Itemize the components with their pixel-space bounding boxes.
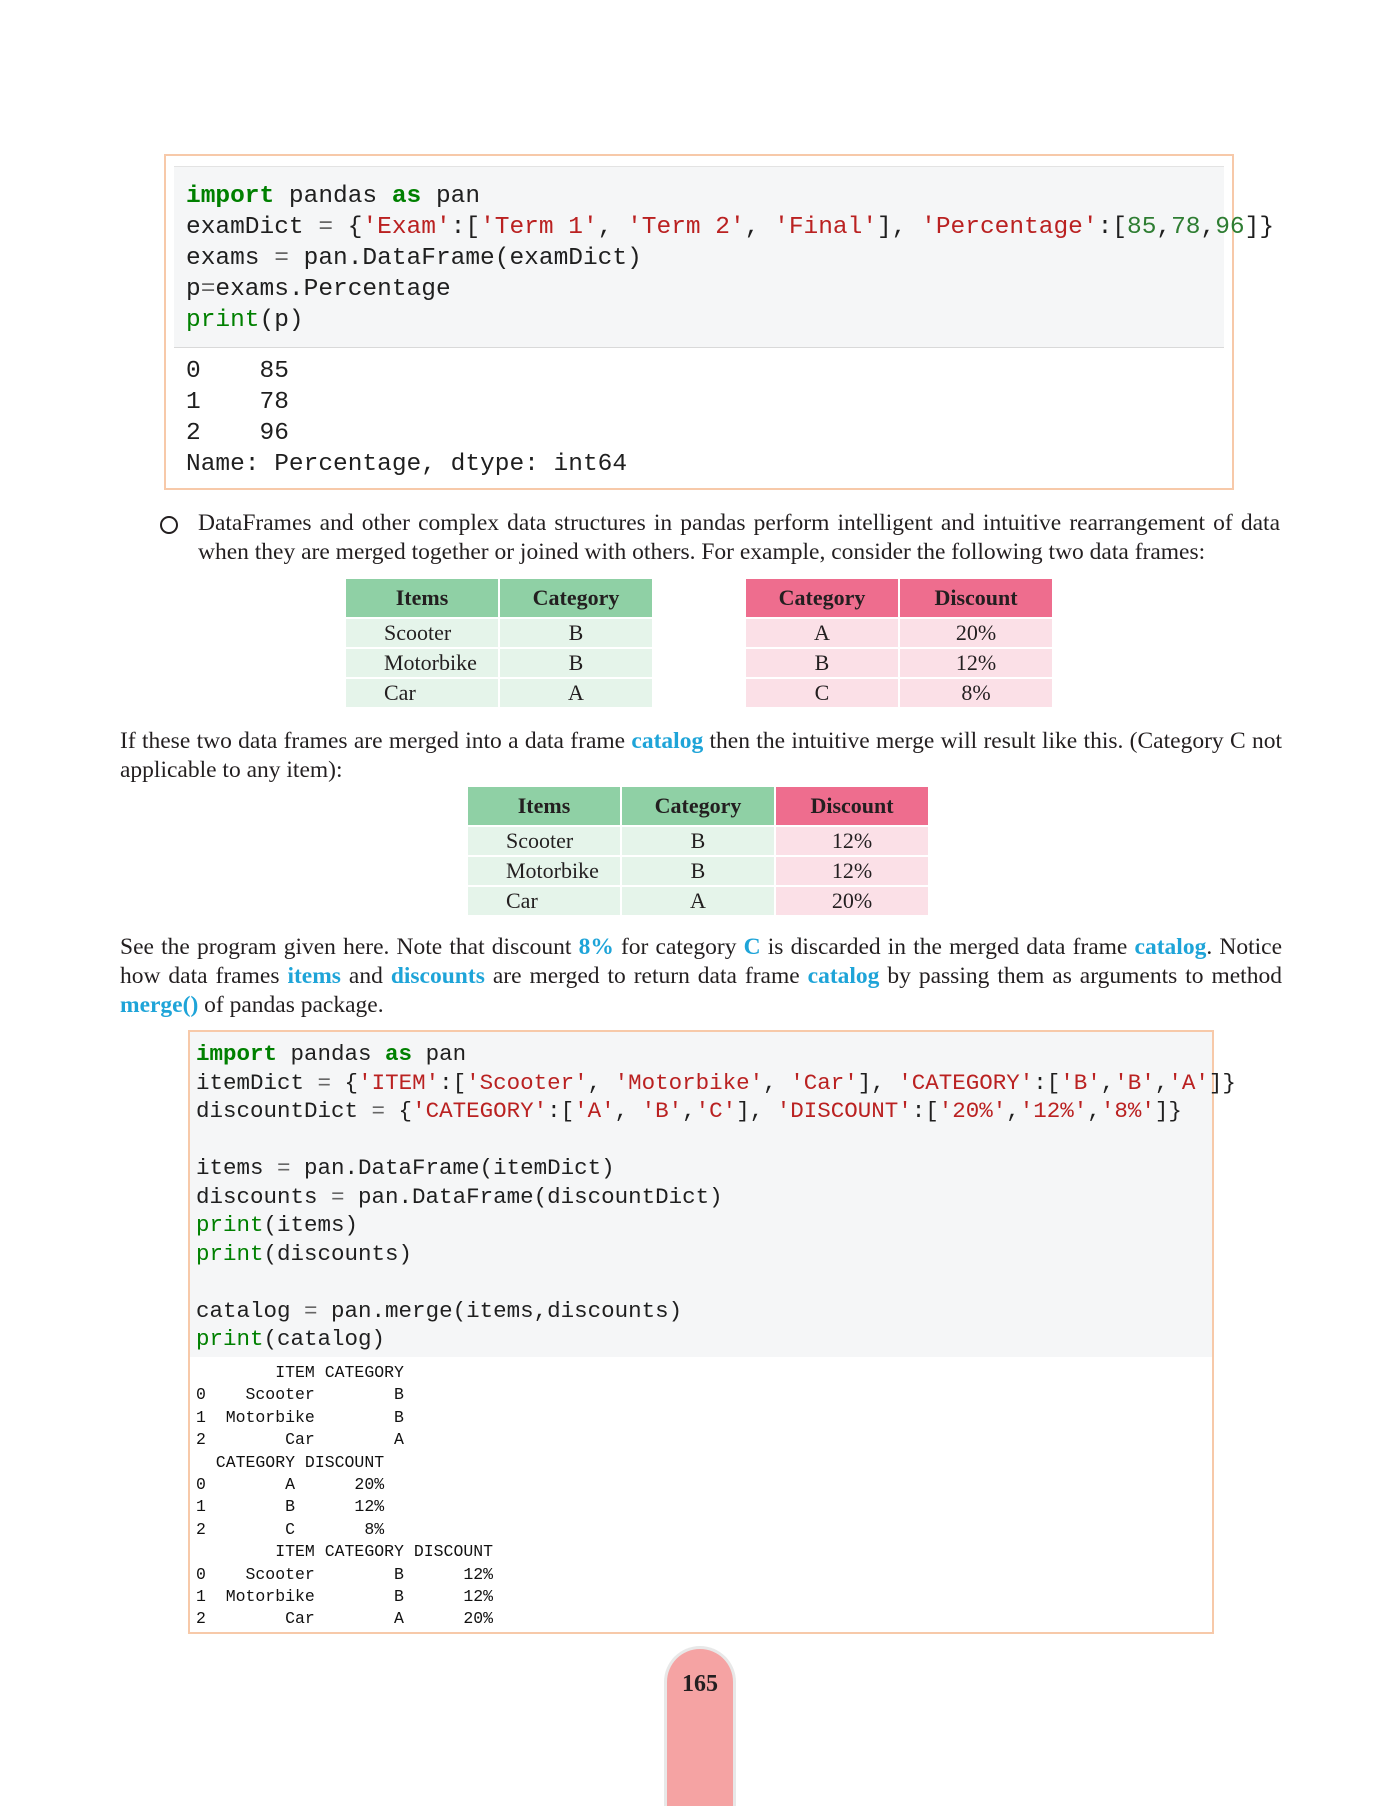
table-header: Discount (776, 787, 928, 825)
output-line: 1 78 (186, 389, 289, 416)
code-line: discountDict = {'CATEGORY':['A', 'B','C'], 'DISCOUNT':['20%','12%','8%']} (196, 1098, 1182, 1124)
code-line: catalog = pan.merge(items,discounts) (196, 1297, 683, 1324)
highlight-discounts: discounts (390, 963, 485, 989)
program-description-paragraph (120, 933, 1282, 1020)
highlight-catalog: catalog (807, 963, 880, 989)
table-cell: Motorbike (346, 647, 498, 677)
output-line: 2 C 8% (196, 1519, 385, 1539)
text-run: If these two data frames are merged into a data frame (120, 728, 632, 754)
code-line: exams = pan.DataFrame(examDict) (186, 245, 642, 272)
code-line: import pandas as pan (186, 183, 481, 210)
highlight-items: items (287, 963, 341, 989)
table-header: Items (468, 787, 620, 825)
output-line: 0 Scooter B 12% (196, 1564, 494, 1584)
table-row (468, 885, 928, 915)
table-cell: Motorbike (468, 855, 620, 885)
table-row (746, 647, 1052, 677)
text-run: of pandas package. (198, 992, 384, 1018)
bullet-circle-icon (160, 516, 178, 534)
table-header: Items (346, 579, 498, 617)
table-cell: 12% (776, 825, 928, 855)
table-cell: C (746, 677, 898, 707)
highlight-category-c: C (743, 934, 761, 960)
table-cell: A (622, 885, 774, 915)
text-run: by passing them as arguments to method (879, 963, 1282, 989)
text-run: . Notice how data frames (120, 934, 1282, 989)
output-line: Name: Percentage, dtype: int64 (186, 451, 628, 478)
table-cell: 20% (900, 617, 1052, 647)
merge-description-paragraph (120, 727, 1282, 785)
output-line: 0 85 (186, 358, 289, 385)
table-header: Category (622, 787, 774, 825)
output-line: 0 Scooter B (196, 1385, 404, 1405)
code-line (190, 1268, 1212, 1297)
text-run: See the program given here. Note that discount (120, 934, 579, 960)
table-cell: A (746, 617, 898, 647)
table-cell: Car (346, 677, 498, 707)
table-cell: 20% (776, 885, 928, 915)
table-row (468, 825, 928, 855)
text-run: is discarded in the merged data frame (760, 934, 1135, 960)
table-cell: B (622, 855, 774, 885)
table-cell: 12% (900, 647, 1052, 677)
bullet-text: DataFrames and other complex data structures in pandas perform intelligent and intuitive rearrangement of data when they are merged together or joined with others. For example, consider the following two data frames: (198, 510, 1280, 565)
code-line: itemDict = {'ITEM':['Scooter', 'Motorbike', 'Car'], 'CATEGORY':['B','B','A']} (196, 1069, 1236, 1096)
output-line: 1 Motorbike B (196, 1407, 404, 1427)
table-header: Discount (900, 579, 1052, 617)
code-line: print(p) (186, 307, 304, 334)
table-cell: B (500, 647, 652, 677)
code-line: items = pan.DataFrame(itemDict) (196, 1155, 615, 1181)
highlight-merge-method: merge() (120, 992, 199, 1018)
code-source-1 (174, 166, 1275, 348)
code-line: discounts = pan.DataFrame(discountDict) (196, 1183, 723, 1210)
table-cell: 8% (900, 677, 1052, 707)
catalog-table (466, 787, 930, 915)
code-output-2 (196, 1362, 1206, 1631)
code-line: print(discounts) (196, 1240, 413, 1267)
text-run: are merged to return data frame (484, 963, 808, 989)
highlight-8-percent: 8% (578, 934, 614, 960)
page-number-tab (664, 1646, 736, 1806)
table-cell: 12% (776, 855, 928, 885)
table-row (468, 855, 928, 885)
table-cell: Car (468, 885, 620, 915)
output-line: 2 Car A (196, 1430, 404, 1450)
discounts-table (744, 579, 1054, 707)
code-output-1 (174, 356, 1224, 480)
code-line: import pandas as pan (196, 1041, 467, 1067)
table-header: Category (746, 579, 898, 617)
table-row (346, 647, 652, 677)
output-line: 0 A 20% (196, 1474, 385, 1494)
output-line: ITEM CATEGORY DISCOUNT (196, 1542, 494, 1562)
text-run: and (340, 963, 391, 989)
code-source-2 (190, 1032, 1236, 1357)
code-line: print(items) (196, 1212, 359, 1238)
code-block-2 (188, 1030, 1236, 1634)
table-cell: Scooter (346, 617, 498, 647)
items-table (344, 579, 654, 707)
table-cell: B (746, 647, 898, 677)
output-line: 2 Car A 20% (196, 1609, 494, 1629)
table-row (746, 617, 1052, 647)
table-header: Category (500, 579, 652, 617)
text-run: for category (613, 934, 744, 960)
table-cell: Scooter (468, 825, 620, 855)
table-cell: B (622, 825, 774, 855)
code-line: print(catalog) (196, 1326, 386, 1352)
output-line: 1 B 12% (196, 1497, 385, 1517)
table-row (346, 677, 652, 707)
output-line: ITEM CATEGORY (196, 1363, 404, 1382)
code-line: p=exams.Percentage (186, 276, 451, 303)
output-line: 1 Motorbike B 12% (196, 1586, 494, 1606)
table-cell: A (500, 677, 652, 707)
code-line (190, 1126, 1212, 1155)
code-line: examDict = {'Exam':['Term 1', 'Term 2', 'Final'], 'Percentage':[85,78,96]} (186, 214, 1275, 241)
table-row (346, 617, 652, 647)
table-cell: B (500, 617, 652, 647)
output-line: 2 96 (186, 420, 289, 447)
highlight-catalog: catalog (631, 728, 704, 754)
highlight-catalog: catalog (1134, 934, 1207, 960)
output-line: CATEGORY DISCOUNT (196, 1452, 385, 1472)
code-block-1 (164, 154, 1275, 490)
table-row (746, 677, 1052, 707)
page-number: 165 (682, 1671, 718, 1697)
text-run: then the intuitive merge will result like this. (Category C not applicable to any item): (120, 728, 1282, 783)
